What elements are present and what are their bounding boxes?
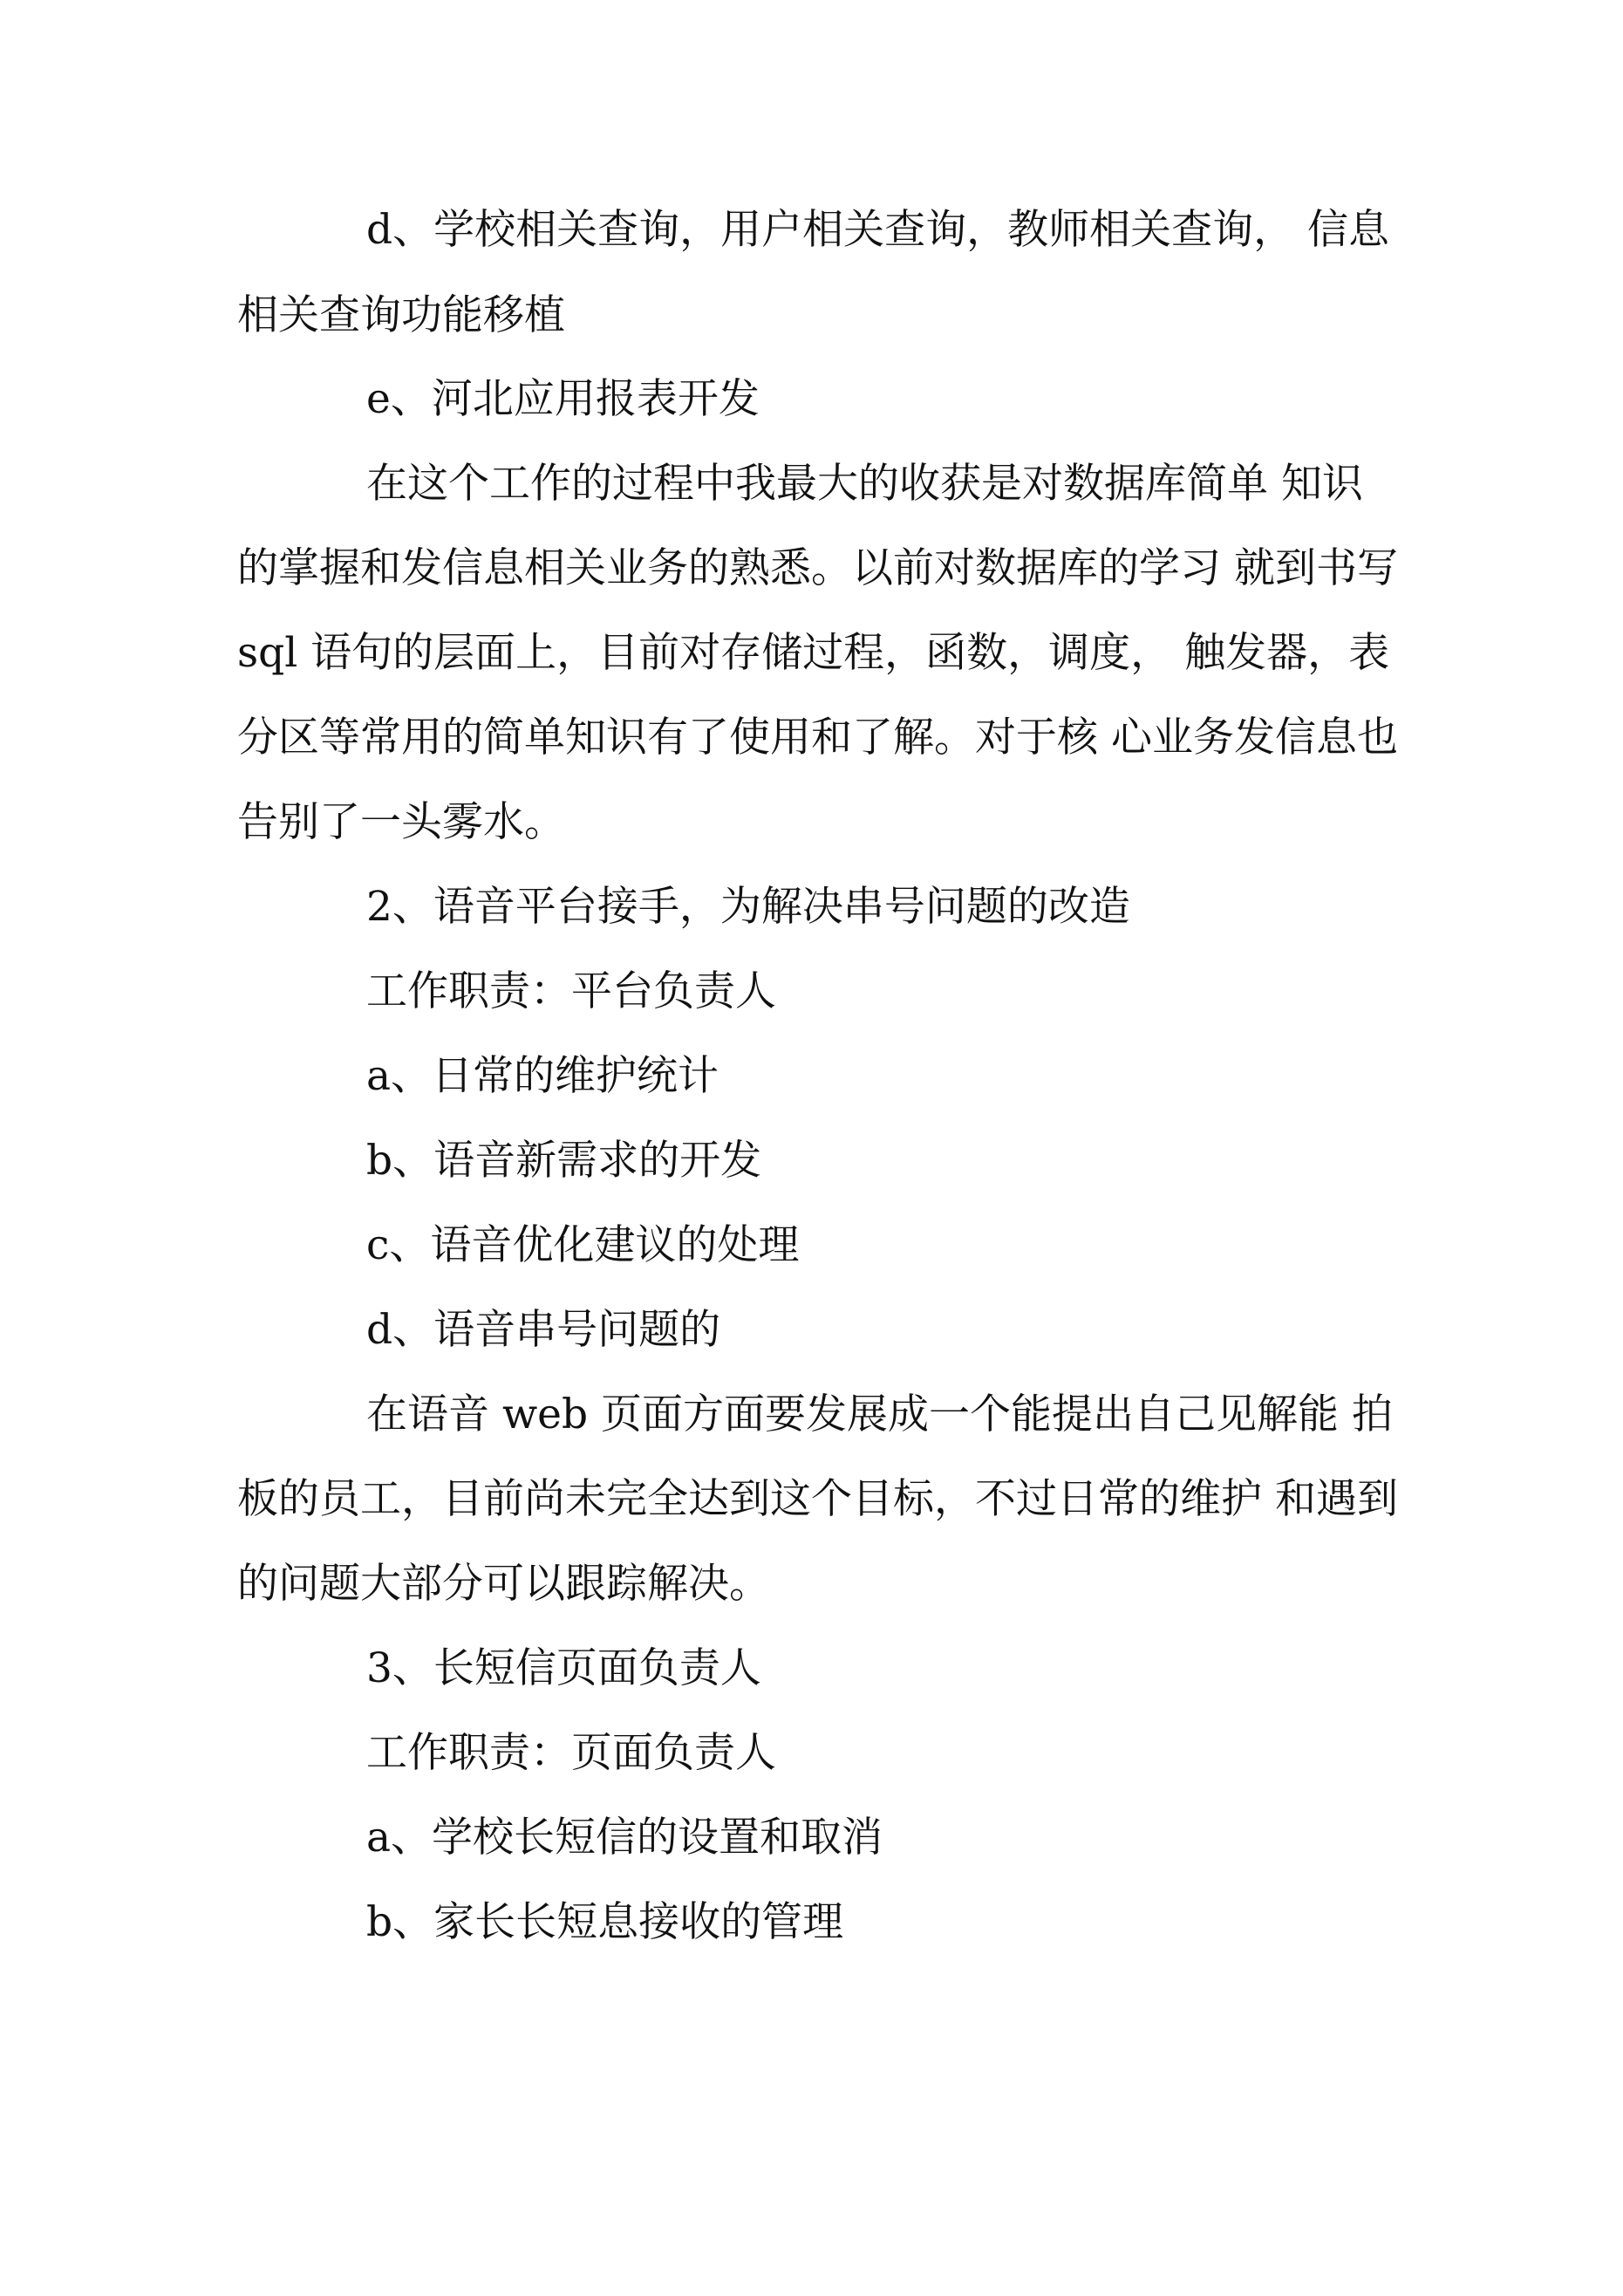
text-line-17: 的问题大部分可以跟踪解决。 (237, 1560, 770, 1608)
text-line-19: 工作职责：页面负责人 (366, 1729, 776, 1777)
text-line-10: 工作职责：平台负责人 (366, 967, 776, 1015)
text-line-16: 板的员工，目前尚未完全达到这个目标，不过日常的维护 和遇到 (237, 1475, 1398, 1523)
text-line-5: 的掌握和发信息相关业务的熟悉。以前对数据库的学习 就到书写 (237, 544, 1398, 592)
text-line-20: a、学校长短信的设置和取消 (366, 1814, 883, 1862)
text-line-8: 告别了一头雾水。 (237, 798, 565, 846)
text-line-13: c、语音优化建议的处理 (366, 1221, 800, 1269)
text-line-7: 分区等常用的简单知识有了使用和了解。对于核 心业务发信息也 (237, 714, 1398, 762)
text-line-18: 3、长短信页面负责人 (366, 1644, 761, 1692)
text-line-9: 2、语音平台接手，为解决串号问题的改造 (366, 883, 1130, 931)
text-line-4: 在这个工作的过程中我最大的收获是对数据库简单 知识 (366, 460, 1363, 508)
text-line-1: d、学校相关查询，用户相关查询，教师相关查询， 信息 (366, 206, 1390, 254)
text-line-11: a、日常的维护统计 (366, 1052, 719, 1100)
text-line-6: sql 语句的层面上，目前对存储过程，函数，调度， 触发器，表 (237, 629, 1390, 677)
text-line-3: e、河北应用报表开发 (366, 375, 760, 423)
text-line-14: d、语音串号问题的 (366, 1306, 721, 1354)
text-line-21: b、家长长短息接收的管理 (366, 1898, 844, 1946)
text-line-12: b、语音新需求的开发 (366, 1137, 762, 1185)
text-line-15: 在语音 web 页面方面要发展成一个能提出自己见解能 拍 (366, 1391, 1393, 1438)
text-line-2: 相关查询功能移植 (237, 291, 565, 339)
